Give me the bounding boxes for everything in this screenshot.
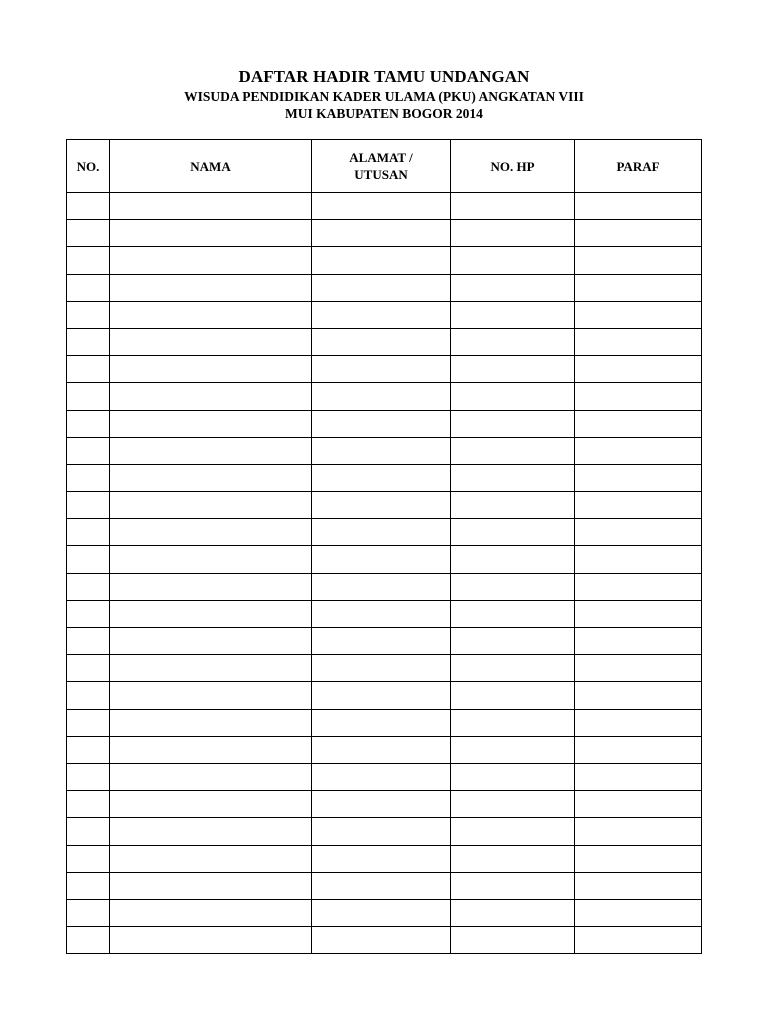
cell-alamat	[312, 845, 451, 872]
cell-nama	[110, 247, 312, 274]
cell-alamat	[312, 247, 451, 274]
cell-nama	[110, 328, 312, 355]
cell-hp	[451, 791, 575, 818]
cell-nama	[110, 709, 312, 736]
document-header	[0, 66, 768, 122]
table-row	[67, 791, 702, 818]
column-header-nama: NAMA	[110, 140, 312, 193]
cell-hp	[451, 845, 575, 872]
cell-hp	[451, 872, 575, 899]
cell-no	[67, 220, 110, 247]
cell-alamat	[312, 628, 451, 655]
cell-nama	[110, 464, 312, 491]
cell-alamat	[312, 519, 451, 546]
table-row	[67, 410, 702, 437]
cell-hp	[451, 736, 575, 763]
cell-nama	[110, 682, 312, 709]
cell-no	[67, 492, 110, 519]
cell-paraf	[575, 437, 702, 464]
cell-alamat	[312, 872, 451, 899]
cell-hp	[451, 600, 575, 627]
cell-nama	[110, 546, 312, 573]
cell-nama	[110, 573, 312, 600]
cell-hp	[451, 492, 575, 519]
table-header-row	[67, 140, 702, 193]
cell-hp	[451, 628, 575, 655]
table-row	[67, 927, 702, 954]
cell-nama	[110, 899, 312, 926]
cell-alamat	[312, 220, 451, 247]
column-header-alamat-line2: UTUSAN	[354, 167, 408, 182]
cell-no	[67, 791, 110, 818]
cell-no	[67, 193, 110, 220]
cell-paraf	[575, 763, 702, 790]
cell-paraf	[575, 818, 702, 845]
cell-paraf	[575, 410, 702, 437]
cell-paraf	[575, 519, 702, 546]
cell-no	[67, 600, 110, 627]
cell-alamat	[312, 464, 451, 491]
cell-alamat	[312, 274, 451, 301]
cell-alamat	[312, 709, 451, 736]
cell-no	[67, 709, 110, 736]
cell-paraf	[575, 193, 702, 220]
cell-paraf	[575, 546, 702, 573]
column-header-no: NO.	[67, 140, 110, 193]
table-row	[67, 682, 702, 709]
cell-alamat	[312, 328, 451, 355]
table-row	[67, 437, 702, 464]
cell-alamat	[312, 492, 451, 519]
cell-paraf	[575, 791, 702, 818]
cell-nama	[110, 383, 312, 410]
cell-nama	[110, 519, 312, 546]
cell-paraf	[575, 301, 702, 328]
cell-hp	[451, 437, 575, 464]
cell-hp	[451, 546, 575, 573]
cell-no	[67, 546, 110, 573]
document-title: DAFTAR HADIR TAMU UNDANGAN	[238, 67, 530, 86]
cell-alamat	[312, 356, 451, 383]
table-row	[67, 220, 702, 247]
cell-hp	[451, 247, 575, 274]
cell-no	[67, 927, 110, 954]
cell-alamat	[312, 736, 451, 763]
cell-hp	[451, 573, 575, 600]
table-row	[67, 546, 702, 573]
column-header-paraf: PARAF	[575, 140, 702, 193]
cell-hp	[451, 899, 575, 926]
cell-nama	[110, 628, 312, 655]
table-row	[67, 193, 702, 220]
cell-nama	[110, 791, 312, 818]
cell-hp	[451, 410, 575, 437]
cell-hp	[451, 763, 575, 790]
cell-no	[67, 763, 110, 790]
cell-paraf	[575, 600, 702, 627]
cell-no	[67, 301, 110, 328]
cell-paraf	[575, 872, 702, 899]
cell-paraf	[575, 628, 702, 655]
table-row	[67, 899, 702, 926]
cell-no	[67, 682, 110, 709]
cell-nama	[110, 220, 312, 247]
table-row	[67, 274, 702, 301]
cell-no	[67, 573, 110, 600]
cell-hp	[451, 519, 575, 546]
document-subtitle-organization: MUI KABUPATEN BOGOR 2014	[285, 106, 483, 121]
cell-alamat	[312, 818, 451, 845]
cell-alamat	[312, 383, 451, 410]
cell-nama	[110, 410, 312, 437]
attendance-table	[66, 139, 702, 954]
cell-hp	[451, 927, 575, 954]
cell-paraf	[575, 573, 702, 600]
cell-alamat	[312, 301, 451, 328]
cell-paraf	[575, 464, 702, 491]
cell-hp	[451, 818, 575, 845]
cell-alamat	[312, 546, 451, 573]
table-row	[67, 247, 702, 274]
cell-no	[67, 410, 110, 437]
column-header-alamat	[312, 140, 451, 193]
cell-paraf	[575, 274, 702, 301]
cell-alamat	[312, 655, 451, 682]
cell-paraf	[575, 709, 702, 736]
table-row	[67, 655, 702, 682]
cell-no	[67, 845, 110, 872]
cell-paraf	[575, 845, 702, 872]
cell-hp	[451, 328, 575, 355]
cell-no	[67, 274, 110, 301]
cell-alamat	[312, 791, 451, 818]
cell-no	[67, 328, 110, 355]
cell-nama	[110, 437, 312, 464]
cell-nama	[110, 600, 312, 627]
cell-alamat	[312, 899, 451, 926]
table-row	[67, 845, 702, 872]
table-body	[67, 193, 702, 954]
cell-nama	[110, 818, 312, 845]
cell-hp	[451, 356, 575, 383]
table-row	[67, 628, 702, 655]
cell-paraf	[575, 736, 702, 763]
cell-nama	[110, 492, 312, 519]
table-row	[67, 356, 702, 383]
cell-no	[67, 247, 110, 274]
cell-nama	[110, 763, 312, 790]
column-header-alamat-line1: ALAMAT /	[349, 150, 413, 165]
cell-paraf	[575, 927, 702, 954]
cell-alamat	[312, 682, 451, 709]
cell-nama	[110, 845, 312, 872]
cell-paraf	[575, 220, 702, 247]
cell-paraf	[575, 356, 702, 383]
table-row	[67, 872, 702, 899]
cell-hp	[451, 709, 575, 736]
cell-hp	[451, 464, 575, 491]
cell-no	[67, 356, 110, 383]
cell-paraf	[575, 655, 702, 682]
cell-hp	[451, 274, 575, 301]
table-row	[67, 464, 702, 491]
cell-no	[67, 736, 110, 763]
cell-hp	[451, 682, 575, 709]
cell-no	[67, 464, 110, 491]
cell-no	[67, 872, 110, 899]
cell-no	[67, 899, 110, 926]
table-row	[67, 600, 702, 627]
cell-alamat	[312, 600, 451, 627]
cell-hp	[451, 383, 575, 410]
cell-nama	[110, 193, 312, 220]
cell-paraf	[575, 682, 702, 709]
table-row	[67, 519, 702, 546]
cell-paraf	[575, 383, 702, 410]
cell-alamat	[312, 573, 451, 600]
cell-no	[67, 655, 110, 682]
cell-nama	[110, 927, 312, 954]
table-row	[67, 818, 702, 845]
table-row	[67, 736, 702, 763]
document-subtitle-event: WISUDA PENDIDIKAN KADER ULAMA (PKU) ANGKATAN VIII	[184, 89, 584, 104]
column-header-hp: NO. HP	[451, 140, 575, 193]
table-row	[67, 383, 702, 410]
cell-alamat	[312, 927, 451, 954]
cell-paraf	[575, 328, 702, 355]
cell-alamat	[312, 763, 451, 790]
cell-hp	[451, 220, 575, 247]
cell-nama	[110, 655, 312, 682]
cell-nama	[110, 736, 312, 763]
cell-alamat	[312, 437, 451, 464]
table-row	[67, 328, 702, 355]
cell-no	[67, 383, 110, 410]
cell-hp	[451, 193, 575, 220]
table-row	[67, 573, 702, 600]
cell-no	[67, 437, 110, 464]
cell-alamat	[312, 193, 451, 220]
cell-nama	[110, 301, 312, 328]
table-row	[67, 709, 702, 736]
cell-alamat	[312, 410, 451, 437]
table-row	[67, 301, 702, 328]
cell-no	[67, 628, 110, 655]
cell-hp	[451, 301, 575, 328]
cell-hp	[451, 655, 575, 682]
cell-paraf	[575, 899, 702, 926]
cell-nama	[110, 356, 312, 383]
cell-paraf	[575, 492, 702, 519]
cell-nama	[110, 274, 312, 301]
cell-paraf	[575, 247, 702, 274]
cell-no	[67, 818, 110, 845]
table-row	[67, 763, 702, 790]
table-row	[67, 492, 702, 519]
cell-nama	[110, 872, 312, 899]
cell-no	[67, 519, 110, 546]
